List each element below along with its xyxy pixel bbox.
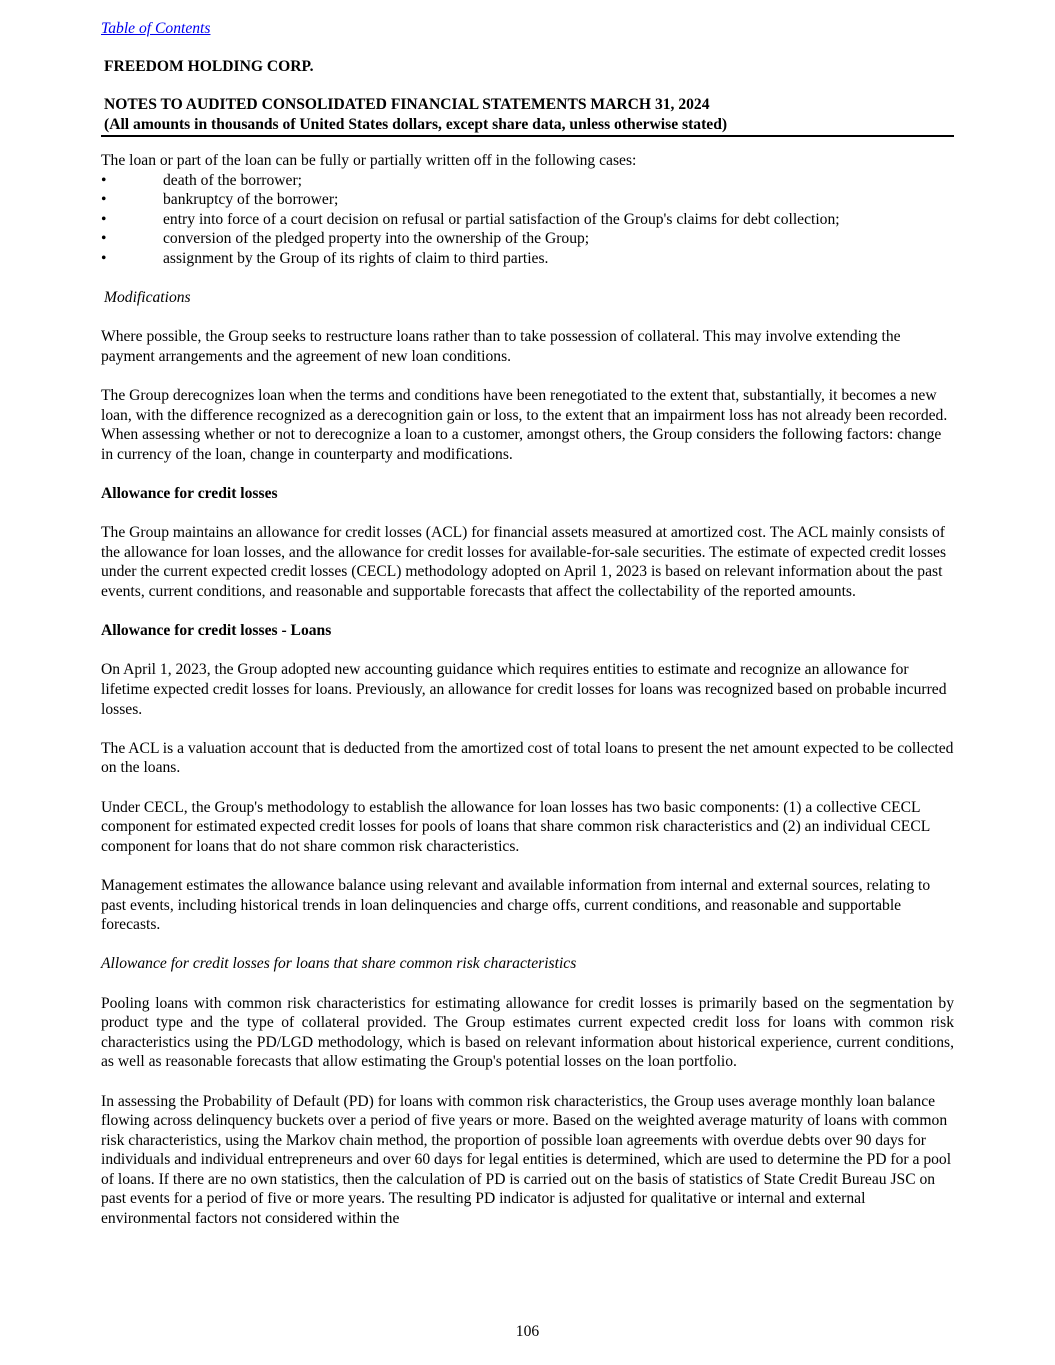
modifications-paragraph: Where possible, the Group seeks to restructure loans rather than to take possession of collateral. This may involve extending the payment arrangements and the agreement of new loan conditions. [101,328,901,365]
bullet-icon: • [101,249,107,267]
table-of-contents-link[interactable]: Table of Contents [101,20,211,37]
acl-loans-heading: Allowance for credit losses - Loans [101,622,332,640]
bullet-icon: • [101,210,107,228]
acl-loans-paragraph: On April 1, 2023, the Group adopted new accounting guidance which requires entities to estimate and recognize an allowance for lifetime expected credit losses for loans. Previously, an allowance for credit losses for loans was recognized based on probable incurred losses. [101,661,947,718]
list-item-text: conversion of the pledged property into the ownership of the Group; [163,230,590,248]
notes-title: NOTES TO AUDITED CONSOLIDATED FINANCIAL STATEMENTS MARCH 31, 2024 [104,96,710,113]
list-item [101,249,954,269]
list-item [101,190,954,210]
writeoff-intro: The loan or part of the loan can be fully or partially written off in the following cases: [101,152,637,169]
bullet-icon: • [101,230,107,248]
bullet-icon: • [101,171,107,189]
acl-paragraph: The Group maintains an allowance for credit losses (ACL) for financial assets measured at amortized cost. The ACL mainly consists of the allowance for loan losses, and the allowance for credit losses for available-for-sale securities. The estimate of expected credit losses under the current expected credit losses (CECL) methodology adopted on April 1, 2023 is based on relevant information about the past events, current conditions, and reasonable and supportable forecasts that affect the collectability of the reported amounts. [101,524,947,601]
acl-loans-paragraph: Under CECL, the Group's methodology to establish the allowance for loan losses has two basic components: (1) a collective CECL component for estimated expected credit losses for pools of loans that share common risk characteristics and (2) an individual CECL component for loans that do not share common risk characteristics. [101,798,930,855]
notes-header [101,95,954,137]
page-number: 106 [515,1323,540,1340]
company-name: FREEDOM HOLDING CORP. [104,58,314,75]
document-body [101,151,954,1229]
list-item-text: assignment by the Group of its rights of claim to third parties. [163,249,549,267]
list-item [101,171,954,191]
modifications-paragraph: The Group derecognizes loan when the terms and conditions have been renegotiated to the extent that, substantially, it becomes a new loan, with the difference recognized as a derecognition gain or loss, to the extent that an impairment loss has not already been recorded. When assessing whether or not to derecognize a loan to a customer, amongst others, the Group considers the following factors: change in currency of the loan, change in counterparty and modifications. [101,387,948,463]
writeoff-list [101,171,954,269]
list-item-text: death of the borrower; [163,171,302,189]
common-risk-paragraph: Pooling loans with common risk characteristics for estimating allowance for credit losses is primarily based on the segmentation by product type and the type of collateral provided. The Group estimates current expected credit loss for loans with common risk characteristics using the PD/LGD methodology, which is based on relevant information about historical experience, current conditions, as well as reasonable forecasts that allow estimating the Group's potential losses on the loan portfolio. [101,994,954,1071]
list-item-text: entry into force of a court decision on refusal or partial satisfaction of the Group's claims for debt collection; [163,210,840,228]
notes-subtitle: (All amounts in thousands of United States dollars, except share data, unless otherwise stated) [104,116,728,133]
acl-loans-paragraph: The ACL is a valuation account that is deducted from the amortized cost of total loans to present the net amount expected to be collected on the loans. [101,739,954,777]
modifications-heading: Modifications [104,289,191,307]
list-item [101,229,954,249]
common-risk-paragraph: In assessing the Probability of Default (PD) for loans with common risk characteristics, the Group uses average monthly loan balance flowing across delinquency buckets over a period of five years or more. Based on the weighted average maturity of loans with common risk characteristics, using the Markov chain method, the proportion of possible loan agreements with overdue debts over 90 days for individuals and individual entrepreneurs and over 60 days for legal entities is determined, which are used to determine the PD for a pool of loans. If there are no own statistics, then the calculation of PD is carried out on the basis of statistics of State Credit Bureau JSC on past events for a period of five or more years. The resulting PD indicator is adjusted for qualitative or internal and external environmental factors not considered within the [101,1092,952,1228]
bullet-icon: • [101,191,107,209]
common-risk-heading: Allowance for credit losses for loans that share common risk characteristics [101,955,577,973]
acl-heading: Allowance for credit losses [101,485,278,503]
list-item [101,210,954,230]
writeoff-section [101,151,954,269]
acl-loans-paragraph: Management estimates the allowance balance using relevant and available information from internal and external sources, relating to past events, including historical trends in loan delinquencies and charge offs, current conditions, and reasonable and supportable forecasts. [101,876,931,934]
list-item-text: bankruptcy of the borrower; [163,191,339,209]
